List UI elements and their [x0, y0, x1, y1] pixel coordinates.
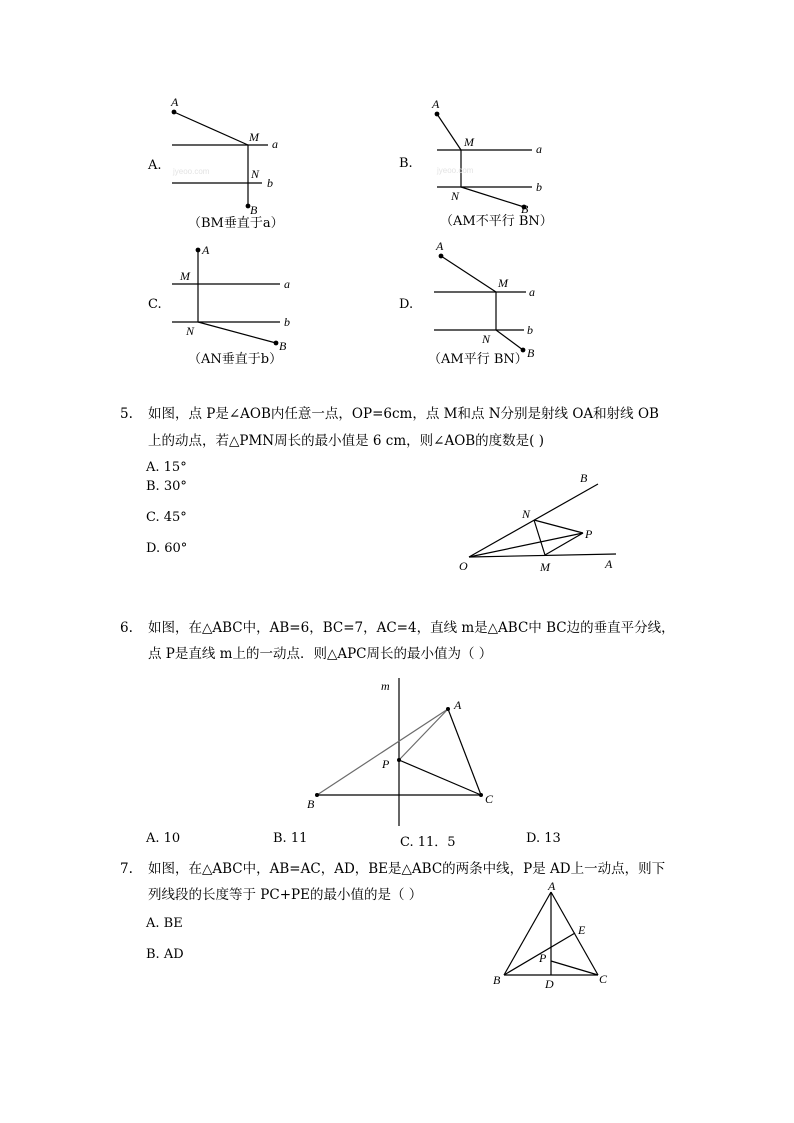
q4-option-b: B.: [399, 156, 413, 171]
q6-text-line1: 如图，在△ABC中，AB=6，BC=7，AC=4，直线 m是△ABC中 BC边的垂直平分线，: [148, 620, 675, 636]
q4c-point-b: B: [279, 339, 287, 353]
q7-text-line2: 列线段的长度等于 PC+PE的最小值的是（ ）: [148, 887, 423, 903]
q4d-line-a: a: [529, 285, 535, 299]
q5-option-d: D. 60°: [146, 541, 188, 556]
watermark: jyeoo.com: [437, 166, 474, 175]
q4-caption-b: （AM不平行 BN）: [440, 214, 553, 229]
q4b-line-b: b: [536, 180, 542, 194]
q4d-point-b: B: [527, 346, 535, 360]
q7-point-a: A: [548, 879, 556, 893]
q4c-point-a: A: [202, 243, 210, 257]
q6-number: 6.: [120, 620, 133, 636]
q7-text-line1: 如图，在△ABC中，AB=AC，AD，BE是△ABC的两条中线，P是 AD上一动点，则下: [148, 861, 666, 877]
q5-text-line1: 如图，点 P是∠AOB内任意一点，OP=6cm，点 M和点 N分别是射线 OA和射线 OB: [148, 406, 659, 422]
q4c-line-a: a: [284, 277, 290, 291]
q6-point-p: P: [382, 757, 390, 771]
q7-point-e: E: [578, 923, 586, 937]
q4b-point-b: B: [521, 202, 529, 216]
q4c-point-n: N: [186, 324, 195, 338]
q5-option-a: A. 15°: [146, 460, 187, 475]
q4b-point-n: N: [451, 189, 460, 203]
q4a-point-b: B: [250, 203, 258, 217]
q7-point-p: P: [539, 951, 547, 965]
q4c-point-m: M: [180, 269, 190, 283]
q4a-line-b: b: [267, 176, 273, 190]
q4d-point-m: M: [498, 276, 508, 290]
q4b-point-m: M: [464, 135, 474, 149]
q5-option-b: B. 30°: [146, 479, 187, 494]
q7-point-d: D: [545, 977, 554, 991]
q6-point-c: C: [485, 792, 494, 806]
q5-point-n: N: [522, 507, 531, 521]
q5-point-b: B: [580, 471, 588, 485]
q4d-point-n: N: [482, 332, 491, 346]
q7-option-b: B. AD: [146, 947, 184, 962]
q4d-point-a: A: [436, 239, 444, 253]
q4-option-c: C.: [148, 297, 162, 312]
q4-caption-c: （AN垂直于b）: [188, 352, 283, 367]
q4a-point-n: N: [251, 167, 260, 181]
q6-option-d: D. 13: [526, 831, 561, 846]
q5-text-line2: 上的动点，若△PMN周长的最小值是 6 cm，则∠AOB的度数是( ): [148, 433, 545, 449]
q4a-line-a: a: [272, 137, 278, 151]
q6-text-line2: 点 P是直线 m上的一动点．则△APC周长的最小值为（ ）: [148, 646, 493, 662]
q6-option-a: A. 10: [146, 831, 181, 846]
q4b-point-a: A: [432, 97, 440, 111]
q4-option-d: D.: [399, 297, 414, 312]
q6-option-b: B. 11: [273, 831, 308, 846]
q4a-point-m: M: [249, 130, 259, 144]
q4-caption-d: （AM平行 BN）: [428, 352, 528, 367]
q5-point-m: M: [540, 560, 550, 574]
q7-point-c: C: [599, 972, 608, 986]
q6-line-m: m: [381, 679, 390, 693]
q4-caption-a: （BM垂直于a）: [188, 216, 284, 231]
watermark: jyeoo.com: [173, 167, 210, 176]
q5-number: 5.: [120, 406, 133, 422]
q4b-line-a: a: [536, 142, 542, 156]
q5-option-c: C. 45°: [146, 510, 187, 525]
q5-point-p: P: [585, 527, 593, 541]
q7-number: 7.: [120, 861, 133, 877]
q6-point-a: A: [454, 698, 462, 712]
q6-option-c: C. 11．5: [400, 835, 456, 850]
q4d-line-b: b: [527, 323, 533, 337]
q4c-line-b: b: [284, 315, 290, 329]
q7-option-a: A. BE: [146, 916, 183, 931]
q5-point-o: O: [459, 559, 468, 573]
q4a-point-a: A: [171, 95, 179, 109]
q4-option-a: A.: [148, 158, 162, 173]
q6-point-b: B: [307, 797, 315, 811]
q5-point-a: A: [605, 557, 613, 571]
q7-point-b: B: [493, 973, 501, 987]
